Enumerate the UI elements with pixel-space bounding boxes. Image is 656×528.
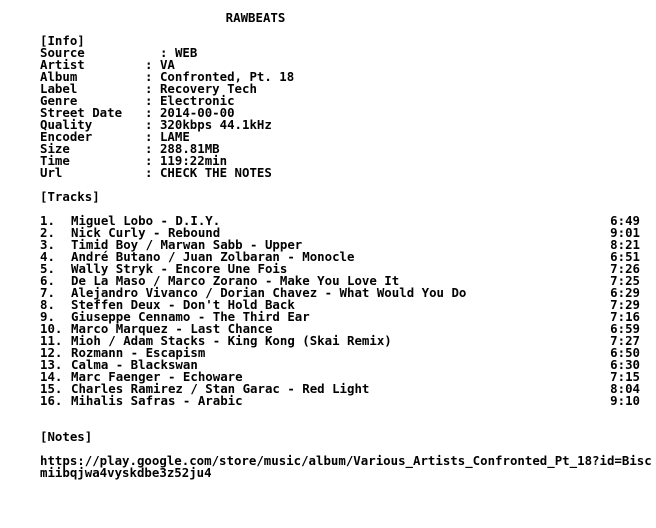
track-title: Nick Curly - Rebound [71,225,221,240]
info-separator: : [145,69,153,84]
info-label: Artist [40,57,85,72]
track-duration: 8:21 [610,237,640,252]
track-duration: 7:26 [610,261,640,276]
info-value: 119:22min [159,153,228,168]
track-number: 6. [40,273,55,288]
track-title: Charles Ramirez / Stan Garac - Red Light [71,381,370,396]
track-title: Steffen Deux - Don't Hold Back [71,297,295,312]
info-value: LAME [159,129,190,144]
track-duration: 9:01 [610,225,640,240]
info-label: Source [40,45,85,60]
track-duration: 7:27 [610,333,640,348]
track-duration: 6:51 [610,249,640,264]
track-number: 8. [40,297,55,312]
track-title: Marco Marquez - Last Chance [71,321,273,336]
info-heading: [Info] [40,33,85,48]
track-number: 4. [40,249,55,264]
track-number: 5. [40,261,55,276]
track-title: Wally Stryk - Encore Une Fois [71,261,288,276]
track-title: Mihalis Safras - Arabic [71,393,243,408]
track-duration: 6:30 [610,357,640,372]
info-label: Genre [40,93,78,108]
track-title: Timid Boy / Marwan Sabb - Upper [71,237,303,252]
info-label: Size [40,141,70,156]
track-number: 14. [40,369,63,384]
info-value: VA [159,57,175,72]
track-number: 1. [40,213,55,228]
track-row [40,395,640,407]
track-duration: 7:15 [610,369,640,384]
track-number: 9. [40,309,55,324]
info-list [40,47,294,179]
info-label: Time [40,153,70,168]
info-value: 2014-00-00 [159,105,235,120]
track-duration: 8:04 [610,381,640,396]
info-separator: : [145,141,153,156]
track-title: De La Maso / Marco Zorano - Make You Love It [71,273,400,288]
track-duration: 7:25 [610,273,640,288]
info-label: Label [40,81,78,96]
track-duration: 9:10 [610,393,640,408]
track-number: 15. [40,381,63,396]
track-duration: 7:29 [610,297,640,312]
info-value: WEB [174,45,198,60]
info-separator: : [145,129,153,144]
track-number: 13. [40,357,63,372]
track-title: Mioh / Adam Stacks - King Kong (Skai Remix) [71,333,392,348]
info-row-url [40,167,294,179]
info-separator: : [145,81,153,96]
track-number: 10. [40,321,63,336]
track-title: André Butano / Juan Zolbaran - Monocle [71,249,355,264]
track-number: 11. [40,333,63,348]
notes-url: https://play.google.com/store/music/album/Various_Artists_Confronted_Pt_18?id=Biscmiibqjwa4vyskdbe3z52ju4 [40,453,652,480]
info-separator: : [145,57,153,72]
track-title: Rozmann - Escapism [71,345,206,360]
track-duration: 6:50 [610,345,640,360]
info-value: Confronted, Pt. 18 [159,69,295,84]
track-number: 7. [40,285,55,300]
track-title: Alejandro Vivanco / Dorian Chavez - What Would You Do [71,285,467,300]
track-title: Calma - Blackswan [71,357,198,372]
info-label: Street Date [40,105,123,120]
track-duration: 6:29 [610,285,640,300]
info-separator: : [145,105,153,120]
track-list [40,215,640,407]
info-separator: : [145,93,153,108]
info-label: Encoder [40,129,93,144]
track-number: 2. [40,225,55,240]
track-duration: 7:16 [610,309,640,324]
track-duration: 6:59 [610,321,640,336]
info-label: Quality [40,117,93,132]
info-value: CHECK THE NOTES [159,165,272,180]
track-title: Miguel Lobo - D.I.Y. [71,213,221,228]
info-value: 320kbps 44.1kHz [159,117,272,132]
track-title: Marc Faenger - Echoware [71,369,243,384]
info-separator: : [145,153,153,168]
info-separator: : [145,165,153,180]
info-value: 288.81MB [159,141,220,156]
track-number: 3. [40,237,55,252]
track-duration: 6:49 [610,213,640,228]
info-label: Url [40,165,63,180]
track-number: 12. [40,345,63,360]
info-separator: : [160,45,168,60]
info-separator: : [145,117,153,132]
track-number: 16. [40,393,63,408]
info-value: Recovery Tech [159,81,257,96]
tracks-heading: [Tracks] [40,189,100,204]
page-title: RAWBEATS [225,10,286,25]
track-title: Giuseppe Cennamo - The Third Ear [71,309,310,324]
notes-heading: [Notes] [40,429,93,444]
info-label: Album [40,69,78,84]
info-value: Electronic [159,93,235,108]
